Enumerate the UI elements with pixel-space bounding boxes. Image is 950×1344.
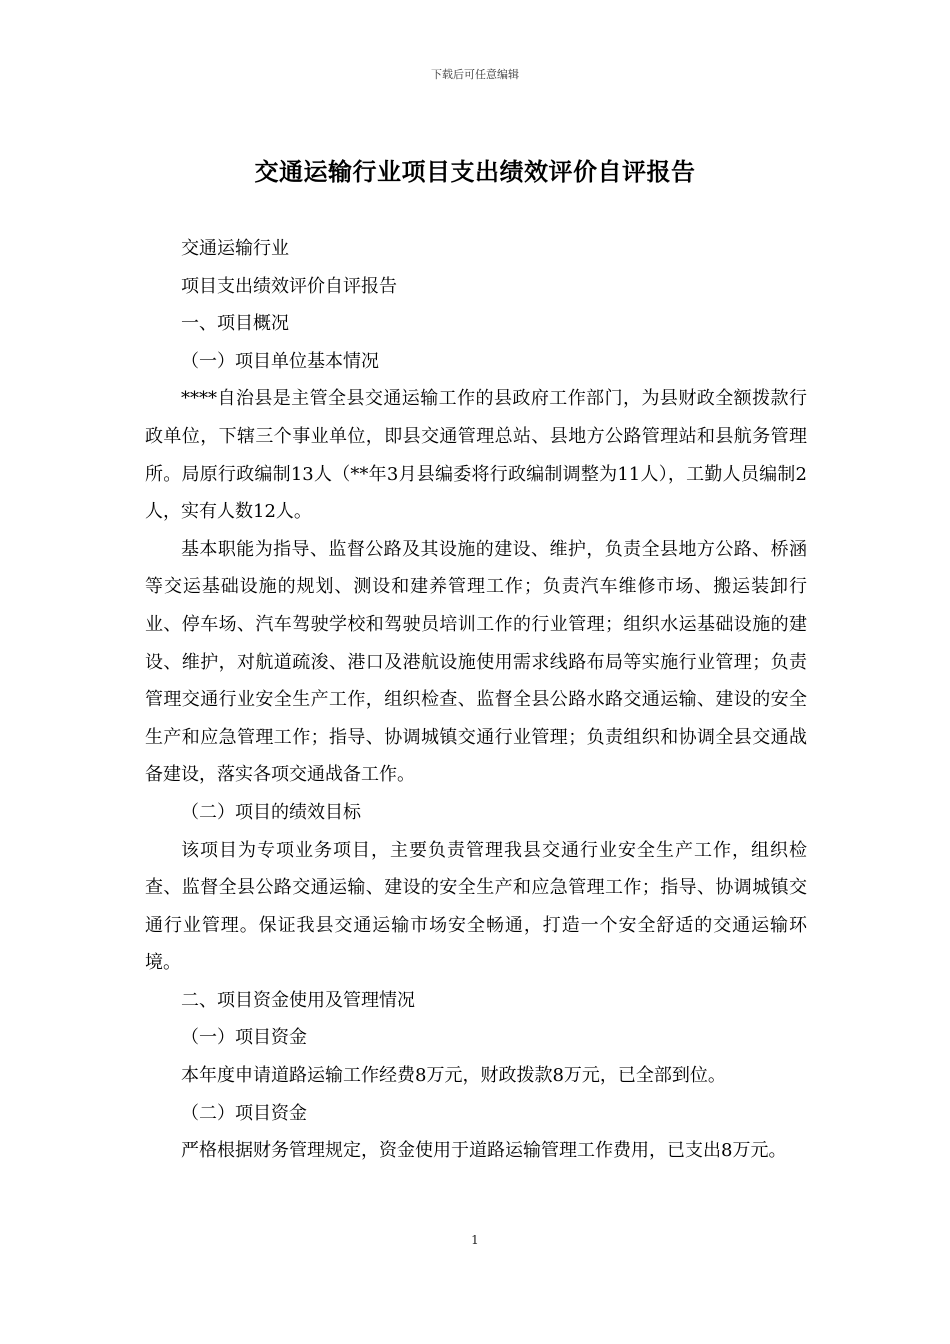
heading-project-overview: 一、项目概况 <box>181 313 289 335</box>
paragraph-fund-application: 本年度申请道路运输工作经费8万元，财政拨款8万元，已全部到位。 <box>181 1065 726 1087</box>
page-number: 1 <box>471 1233 479 1247</box>
paragraph-unit-description: ****自治县是主管全县交通运输工作的县政府工作部门，为县财政全额拨款行政单位，下辖三个事业单位，即县交通管理总站、县地方公路管理站和县航务管理所。局原行政编制13人（**年3月县编委将行政编制调整为11人），工勤人员编制2人，实有人数12人。 <box>145 388 807 523</box>
paragraph-industry: 交通运输行业 <box>181 238 289 259</box>
paragraph-report-name: 项目支出绩效评价自评报告 <box>181 275 397 297</box>
subheading-unit-basic-info: （一）项目单位基本情况 <box>181 350 379 372</box>
subheading-project-funds-2: （二）项目资金 <box>181 1102 307 1124</box>
heading-fund-usage: 二、项目资金使用及管理情况 <box>181 989 415 1011</box>
paragraph-basic-functions: 基本职能为指导、监督公路及其设施的建设、维护，负责全县地方公路、桥涵等交运基础设施的规划、测设和建养管理工作；负责汽车维修市场、搬运装卸行业、停车场、汽车驾驶学校和驾驶员培训工作的行业管理；组织水运基础设施的建设、维护，对航道疏浚、港口及港航设施使用需求线路布局等实施行业管理；负责管理交通行业安全生产工作，组织检查、监督全县公路水路交通运输、建设的安全生产和应急管理工作；指导、协调城镇交通行业管理；负责组织和协调全县交通战备建设，落实各项交通战备工作。 <box>145 538 807 786</box>
document-title: 交通运输行业项目支出绩效评价自评报告 <box>254 158 696 186</box>
paragraph-fund-expenditure: 严格根据财务管理规定，资金使用于道路运输管理工作费用，已支出8万元。 <box>181 1140 787 1162</box>
document-body <box>145 230 807 1170</box>
page-header-note: 下载后可任意编辑 <box>431 68 519 81</box>
subheading-project-funds-1: （一）项目资金 <box>181 1027 307 1049</box>
paragraph-project-goals: 该项目为专项业务项目，主要负责管理我县交通行业安全生产工作，组织检查、监督全县公路交通运输、建设的安全生产和应急管理工作；指导、协调城镇交通行业管理。保证我县交通运输市场安全畅通，打造一个安全舒适的交通运输环境。 <box>145 839 807 974</box>
subheading-performance-goals: （二）项目的绩效目标 <box>181 801 361 823</box>
